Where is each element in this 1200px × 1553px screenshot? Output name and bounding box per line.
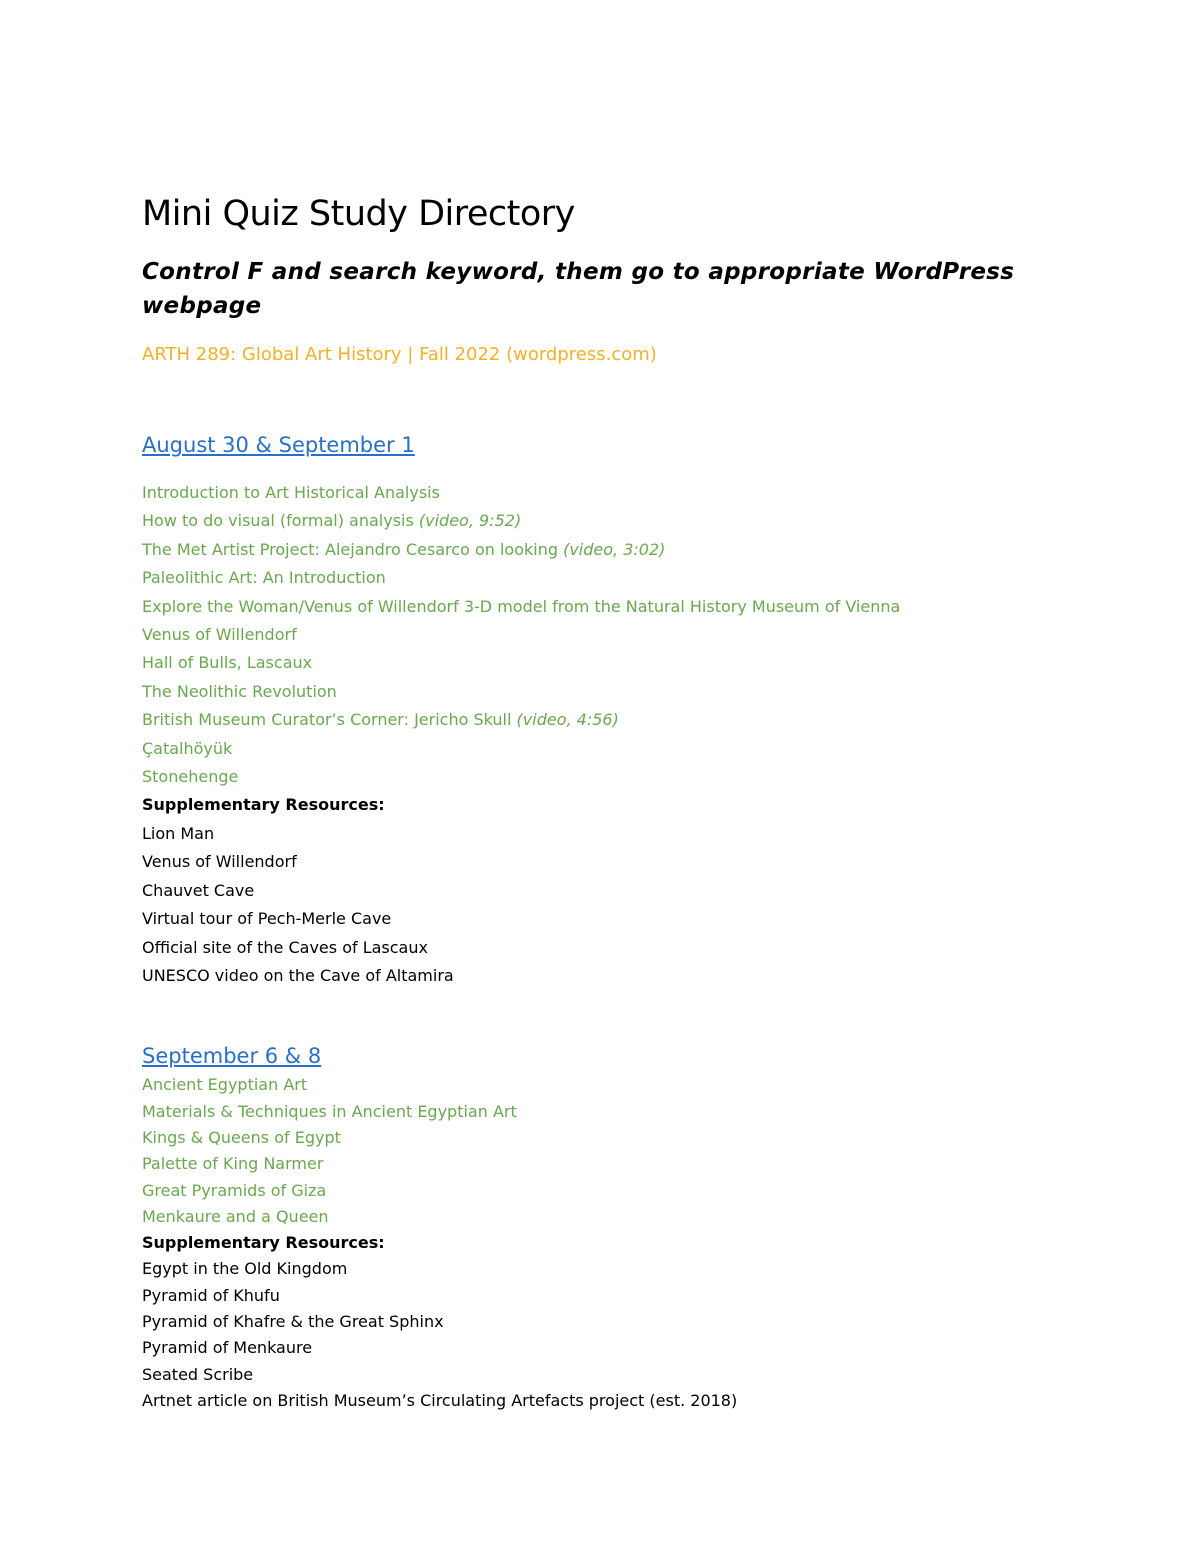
reading-link[interactable]: Stonehenge xyxy=(142,767,239,787)
document-page xyxy=(142,192,1082,1414)
supplementary-link[interactable]: Lion Man xyxy=(142,823,215,843)
supplementary-link[interactable]: Venus of Willendorf xyxy=(142,852,297,872)
supplementary-link[interactable]: Pyramid of Khufu xyxy=(142,1285,280,1305)
document-title: Mini Quiz Study Directory xyxy=(142,194,575,234)
supplementary-link[interactable]: Chauvet Cave xyxy=(142,880,255,900)
section-heading[interactable]: September 6 & 8 xyxy=(142,1044,322,1069)
section-heading[interactable]: August 30 & September 1 xyxy=(142,433,415,457)
reading-link[interactable]: Kings & Queens of Egypt xyxy=(142,1127,341,1147)
supplementary-link[interactable]: Egypt in the Old Kingdom xyxy=(142,1259,348,1279)
reading-link[interactable]: Venus of Willendorf xyxy=(142,625,297,645)
document-subtitle: Control F and search keyword, them go to appropriate WordPress webpage xyxy=(142,259,1015,319)
reading-note: (video, 3:02) xyxy=(563,539,666,559)
section-spacer xyxy=(142,990,1082,1042)
section-sep6-sep8 xyxy=(142,1042,1082,1414)
reading-link[interactable]: Great Pyramids of Giza xyxy=(142,1180,327,1200)
reading-link[interactable]: The Met Artist Project: Alejandro Cesarco on looking (video, 3:02) xyxy=(142,539,666,559)
course-site-link[interactable]: ARTH 289: Global Art History | Fall 2022 (wordpress.com) xyxy=(142,344,657,365)
reading-link[interactable]: Ancient Egyptian Art xyxy=(142,1075,308,1095)
reading-link[interactable]: Paleolithic Art: An Introduction xyxy=(142,568,386,588)
reading-link[interactable]: The Neolithic Revolution xyxy=(142,681,337,701)
reading-link[interactable]: Hall of Bulls, Lascaux xyxy=(142,653,313,673)
supplementary-link[interactable]: Pyramid of Khafre & the Great Sphinx xyxy=(142,1311,444,1331)
supplementary-link[interactable]: Official site of the Caves of Lascaux xyxy=(142,937,428,957)
section-aug30-sep1 xyxy=(142,367,1082,990)
supplementary-link[interactable]: Seated Scribe xyxy=(142,1364,254,1384)
reading-link[interactable]: Menkaure and a Queen xyxy=(142,1206,329,1226)
reading-note: (video, 9:52) xyxy=(418,511,522,531)
supplementary-link[interactable]: Artnet article on British Museum’s Circulating Artefacts project (est. 2018) xyxy=(142,1390,738,1410)
supplementary-link[interactable]: UNESCO video on the Cave of Altamira xyxy=(142,965,454,985)
supplementary-label: Supplementary Resources: xyxy=(142,1233,385,1253)
supplementary-link[interactable]: Virtual tour of Pech-Merle Cave xyxy=(142,909,392,929)
reading-link[interactable]: Explore the Woman/Venus of Willendorf 3-D model from the Natural History Museum of Vienna xyxy=(142,596,901,616)
reading-list xyxy=(142,1072,1082,1414)
reading-link[interactable]: Introduction to Art Historical Analysis xyxy=(142,483,440,502)
reading-link[interactable]: British Museum Curator’s Corner: Jericho Skull (video, 4:56) xyxy=(142,710,619,730)
reading-link[interactable]: Çatalhöyük xyxy=(142,738,233,758)
reading-link[interactable]: How to do visual (formal) analysis (video, 9:52) xyxy=(142,511,522,531)
supplementary-link[interactable]: Pyramid of Menkaure xyxy=(142,1338,313,1358)
reading-link[interactable]: Palette of King Narmer xyxy=(142,1154,324,1174)
reading-list xyxy=(142,479,1082,990)
supplementary-label: Supplementary Resources: xyxy=(142,795,385,815)
reading-link[interactable]: Materials & Techniques in Ancient Egyptian Art xyxy=(142,1101,517,1121)
reading-note: (video, 4:56) xyxy=(516,710,619,730)
